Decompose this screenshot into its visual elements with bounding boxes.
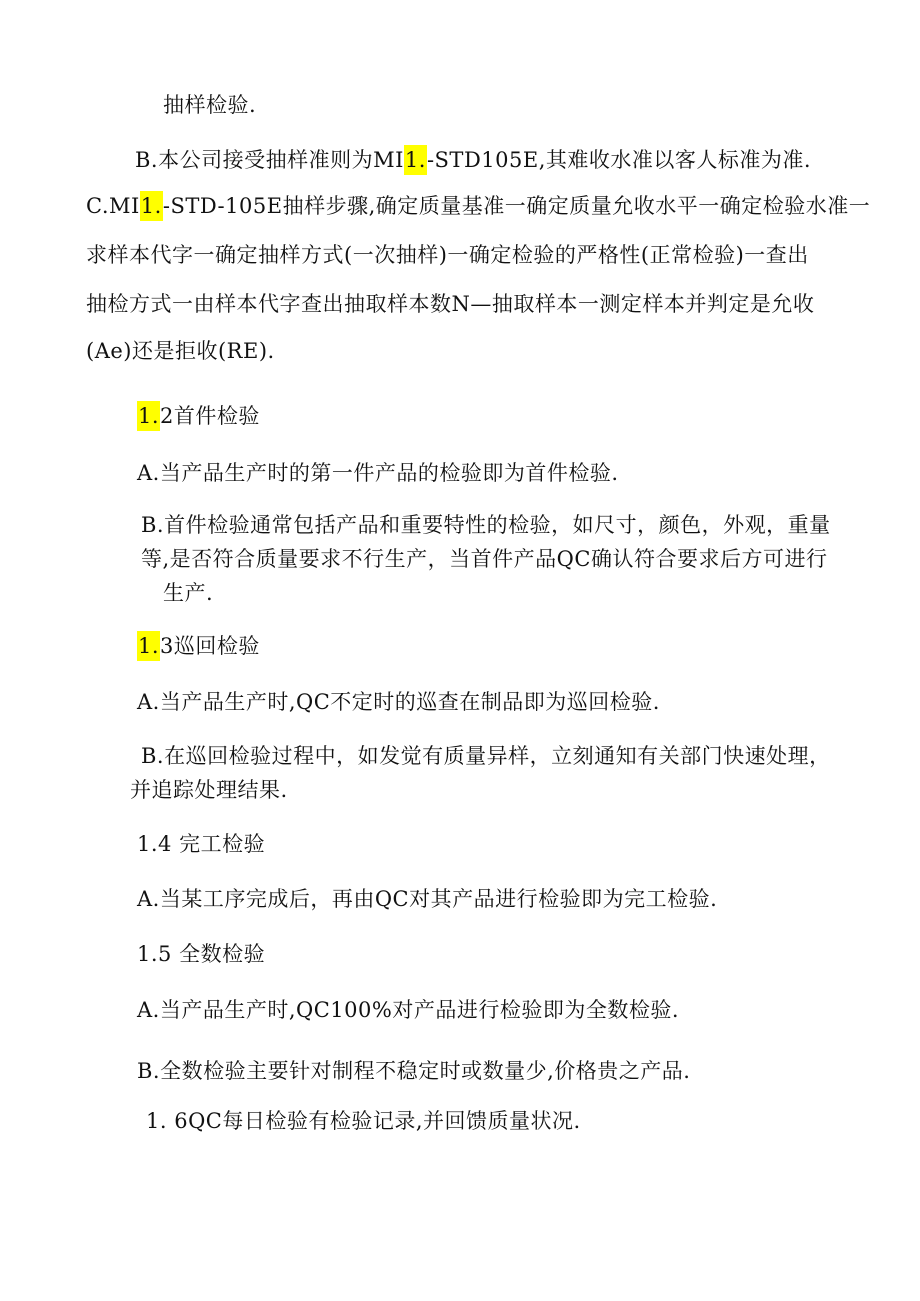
- text: (Ae)还是拒收(RE).: [86, 339, 275, 363]
- text: B.全数检验主要针对制程不稳定时或数量少,价格贵之产品.: [137, 1059, 691, 1083]
- paragraph-1-5-a: [137, 995, 679, 1025]
- paragraph-1-2-a: [137, 458, 619, 488]
- text: 生产.: [163, 581, 214, 605]
- text: B.在巡回检验过程中，如发觉有质量异样，立刻通知有关部门快速处理，: [141, 744, 831, 768]
- paragraph-c-line-4: [86, 336, 275, 366]
- text: 1.4 完工检验: [137, 832, 266, 856]
- text: 求样本代字一确定抽样方式(一次抽样)一确定检验的严格性(正常检验)一查出: [86, 243, 809, 267]
- highlight: 1.: [140, 191, 163, 221]
- paragraph-1-2-b-line-3: [163, 578, 213, 608]
- text: B.首件检验通常包括产品和重要特性的检验，如尺寸，颜色，外观，重量: [141, 513, 831, 537]
- highlight: 1.: [404, 145, 427, 175]
- text: 抽检方式一由样本代字查出抽取样本数N—抽取样本一测定样本并判定是允收: [86, 292, 815, 316]
- paragraph-c-line-2: [86, 240, 809, 270]
- section-1-6: [146, 1106, 581, 1136]
- text: 等,是否符合质量要求不行生产，当首件产品QC确认符合要求后方可进行: [141, 547, 828, 571]
- section-heading-1-4: [137, 829, 265, 859]
- paragraph-1-3-b-line-1: [141, 741, 831, 771]
- text: C.MI: [86, 194, 140, 218]
- text: A.当产品生产时的第一件产品的检验即为首件检验.: [137, 461, 619, 485]
- text: -STD105E,其难收水准以客人标准为准.: [426, 148, 812, 172]
- text: B.本公司接受抽样准则为MI: [135, 148, 404, 172]
- paragraph-1-4-a: [137, 884, 717, 914]
- paragraph-1-5-b: [137, 1056, 690, 1086]
- text: 3巡回检验: [160, 634, 260, 658]
- section-heading-1-3: [137, 631, 260, 661]
- paragraph-intro-tail: [163, 90, 256, 120]
- highlight: 1.: [137, 401, 160, 431]
- text: 1.5 全数检验: [137, 942, 266, 966]
- paragraph-1-2-b-line-2: [141, 544, 827, 574]
- text: 2首件检验: [160, 404, 260, 428]
- paragraph-1-3-a: [137, 687, 660, 717]
- paragraph-b-sampling-standard: [135, 145, 811, 175]
- text: 并追踪处理结果.: [130, 778, 288, 802]
- paragraph-c-line-1: [86, 191, 870, 221]
- text: A.当某工序完成后，再由QC对其产品进行检验即为完工检验.: [137, 887, 718, 911]
- paragraph-1-2-b-line-1: [141, 510, 831, 540]
- text: -STD-105E抽样步骤,确定质量基准一确定质量允收水平一确定检验水准一: [162, 194, 871, 218]
- highlight: 1.: [137, 631, 160, 661]
- text: A.当产品生产时,QC100%对产品进行检验即为全数检验.: [137, 998, 680, 1022]
- paragraph-c-line-3: [86, 289, 814, 319]
- section-heading-1-5: [137, 939, 265, 969]
- section-heading-1-2: [137, 401, 260, 431]
- text: 抽样检验.: [163, 93, 257, 117]
- paragraph-1-3-b-line-2: [130, 775, 288, 805]
- text: 1. 6QC每日检验有检验记录,并回馈质量状况.: [146, 1109, 581, 1133]
- text: A.当产品生产时,QC不定时的巡查在制品即为巡回检验.: [137, 690, 660, 714]
